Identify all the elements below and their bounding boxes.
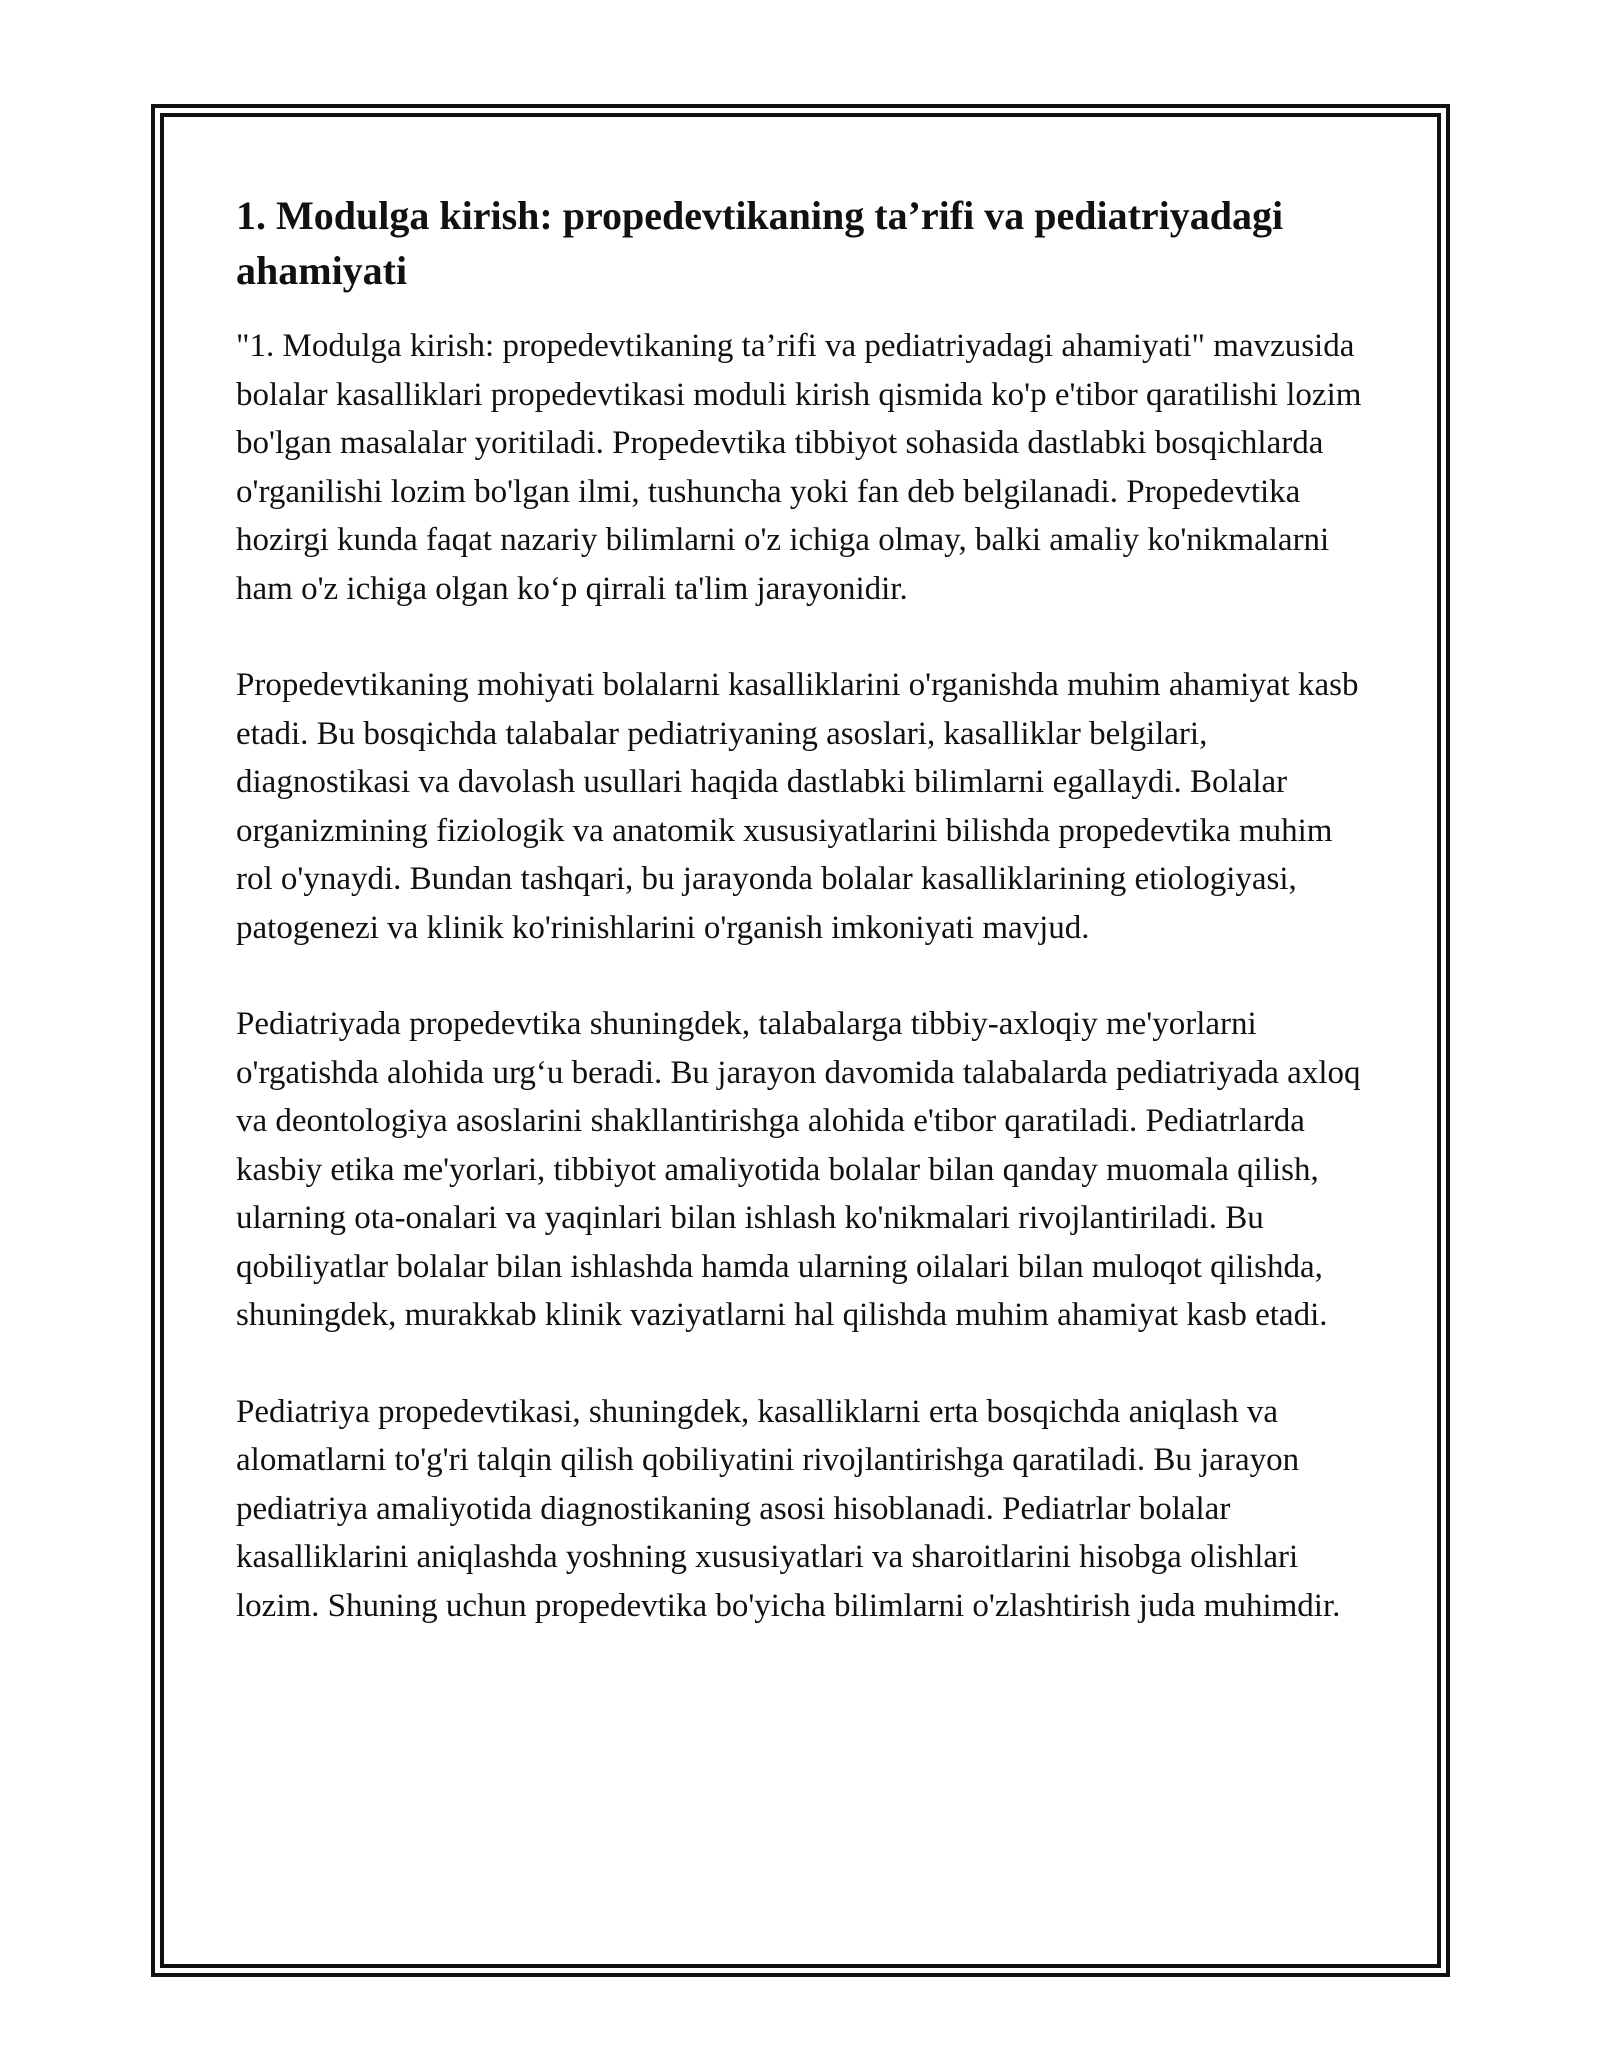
document-body: [236, 188, 1366, 1678]
paragraph-diagnostics: Pediatriya propedevtikasi, shuningdek, kasalliklarni erta bosqichda aniqlash va alomatlarni to'g'ri talqin qilish qobiliyatini rivojlantirishga qaratiladi. Bu jarayon pediatriya amaliyotida diagnostikaning asosi hisoblanadi. Pediatrlar bolalar kasalliklarini aniqlashda yoshning xususiyatlari va sharoitlarini hisobga olishlari lozim. Shuning uchun propedevtika bo'yicha bilimlarni o'zlashtirish juda muhimdir.: [236, 1393, 1341, 1624]
paragraph-intro: "1. Modulga kirish: propedevtikaning ta’rifi va pediatriyadagi ahamiyati" mavzusida bolalar kasalliklari propedevtikasi moduli kirish qismida ko'p e'tibor qaratilishi lozim bo'lgan masalalar yoritiladi. Propedevtika tibbiyot sohasida dastlabki bosqichlarda o'rganilishi lozim bo'lgan ilmi, tushuncha yoki fan deb belgilanadi. Propedevtika hozirgi kunda faqat nazariy bilimlarni o'z ichiga olmay, balki amaliy ko'nikmalarni ham o'z ichiga olgan ko‘p qirrali ta'lim jarayonidir.: [236, 328, 1362, 607]
section-title: 1. Modulga kirish: propedevtikaning ta’rifi va pediatriyadagi ahamiyati: [236, 193, 1284, 293]
paragraph-essence: Propedevtikaning mohiyati bolalarni kasalliklarini o'rganishda muhim ahamiyat kasb etadi. Bu bosqichda talabalar pediatriyaning asoslari, kasalliklar belgilari, diagnostikasi va davolash usullari haqida dastlabki bilimlarni egallaydi. Bolalar organizmining fiziologik va anatomik xususiyatlarini bilishda propedevtika muhim rol o'ynaydi. Bundan tashqari, bu jarayonda bolalar kasalliklarining etiologiyasi, patogenezi va klinik ko'rinishlarini o'rganish imkoniyati mavjud.: [236, 667, 1359, 946]
paragraph-ethics: Pediatriyada propedevtika shuningdek, talabalarga tibbiy-axloqiy me'yorlarni o'rgatishda alohida urg‘u beradi. Bu jarayon davomida talabalarda pediatriyada axloq va deontologiya asoslarini shakllantirishga alohida e'tibor qaratiladi. Pediatrlarda kasbiy etika me'yorlari, tibbiyot amaliyotida bolalar bilan qanday muomala qilish, ularning ota-onalari va yaqinlari bilan ishlash ko'nikmalari rivojlantiriladi. Bu qobiliyatlar bolalar bilan ishlashda hamda ularning oilalari bilan muloqot qilishda, shuningdek, murakkab klinik vaziyatlarni hal qilishda muhim ahamiyat kasb etadi.: [236, 1006, 1361, 1333]
